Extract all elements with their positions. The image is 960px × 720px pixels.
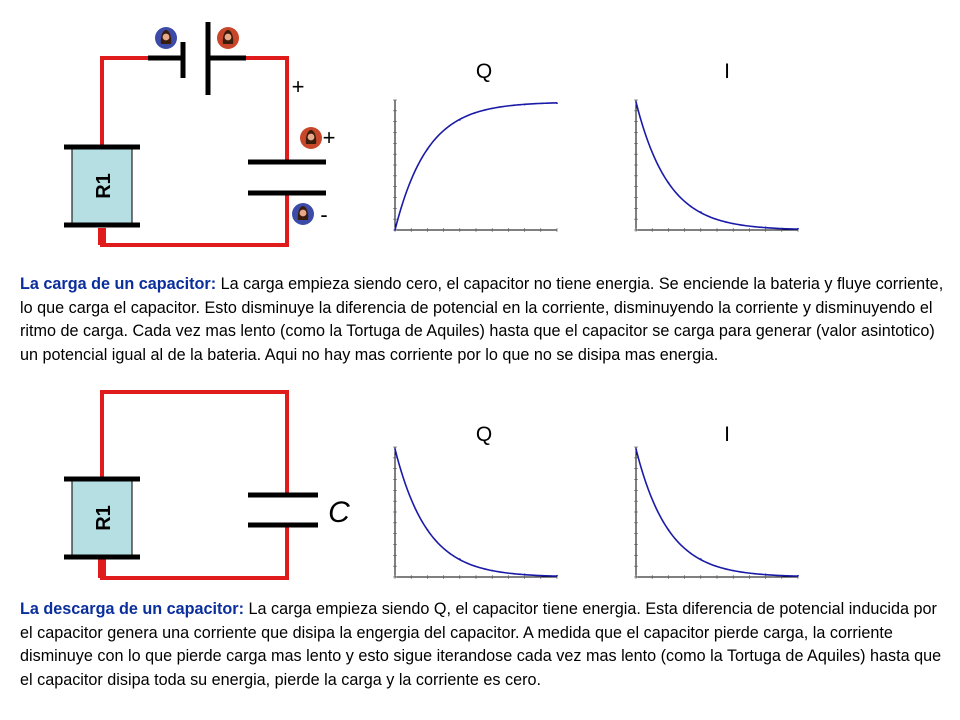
charge-carrier-icon bbox=[155, 27, 177, 49]
charge-plot-i-label: I bbox=[724, 60, 730, 83]
charge-plot-q-label: Q bbox=[475, 60, 493, 83]
data-point bbox=[797, 575, 799, 577]
data-point bbox=[668, 182, 670, 184]
charge-q-plot bbox=[393, 100, 558, 232]
charge-carrier-icon bbox=[292, 203, 314, 225]
discharge-q-plot bbox=[393, 447, 558, 579]
data-point bbox=[427, 148, 429, 150]
charge-carrier-icon bbox=[300, 127, 322, 149]
data-point bbox=[459, 558, 461, 560]
discharge-i-plot bbox=[634, 447, 799, 579]
data-point bbox=[491, 108, 493, 110]
charging-description bbox=[20, 273, 945, 367]
data-point bbox=[765, 227, 767, 229]
data-point bbox=[700, 211, 702, 213]
data-point bbox=[394, 448, 396, 450]
series-line bbox=[395, 103, 557, 230]
charging-heading: La carga de un capacitor: bbox=[20, 275, 217, 293]
capacitor-label: C bbox=[328, 496, 350, 529]
resistor bbox=[64, 147, 140, 225]
charging-body: La carga empieza siendo cero, el capacitor no tiene energia. Se enciende la bateria y fluye corriente, lo que carga el capacitor. Esto disminuye la diferencia de potencial en la corriente, disminuyendo la corriente y disminuyendo el ritmo de carga. Cada vez mas lento (como la Tortuga de Aquiles) hasta que el capacitor se carga para generar (valor asintotico) un potencial igual al de la bateria. Aqui no hay mas corriente por lo que no se disipa mas energia. bbox=[20, 275, 944, 364]
capacitor bbox=[248, 162, 326, 193]
data-point bbox=[556, 102, 558, 104]
resistor bbox=[64, 479, 140, 557]
series-line bbox=[636, 102, 798, 229]
discharging-body: La carga empieza siendo Q, el capacitor tiene energia. Esta diferencia de potencial inducida por el capacitor genera una corriente que disipa la engergia del capacitor. A medida que el capacitor pierde carga, la corriente disminuye con lo que pierde carga mas lento y esto sigue iterandose cada vez mas lento (como la Tortuga de Aquiles) hasta que el capacitor disipa toda su energia, pierde la carga y la corriente es cero. bbox=[20, 600, 942, 689]
series-line bbox=[395, 449, 557, 576]
resistor-label: R1 bbox=[93, 173, 115, 199]
capacitor-negative-sign: - bbox=[320, 202, 328, 227]
resistor-lead-marker bbox=[98, 558, 106, 578]
data-point bbox=[700, 558, 702, 560]
discharge-plot-q-label: Q bbox=[475, 423, 493, 446]
data-point bbox=[524, 104, 526, 106]
data-point bbox=[635, 101, 637, 103]
capacitor-positive-sign: + bbox=[322, 125, 336, 150]
data-point bbox=[668, 529, 670, 531]
data-point bbox=[491, 570, 493, 572]
data-point bbox=[556, 575, 558, 577]
resistor-label: R1 bbox=[93, 505, 115, 531]
charge-i-plot bbox=[634, 100, 799, 232]
discharging-heading: La descarga de un capacitor: bbox=[20, 600, 245, 618]
data-point bbox=[459, 119, 461, 121]
data-point bbox=[732, 570, 734, 572]
discharging-description bbox=[20, 598, 945, 692]
capacitor bbox=[248, 495, 318, 525]
resistor-lead-marker bbox=[98, 228, 106, 245]
data-point bbox=[765, 574, 767, 576]
data-point bbox=[427, 529, 429, 531]
data-point bbox=[797, 228, 799, 230]
data-point bbox=[524, 574, 526, 576]
discharge-plot-i-label: I bbox=[724, 423, 730, 446]
battery-positive-sign: + bbox=[291, 74, 305, 99]
series-line bbox=[636, 449, 798, 576]
charging-circuit bbox=[64, 22, 730, 245]
data-point bbox=[732, 223, 734, 225]
data-point bbox=[635, 448, 637, 450]
discharging-circuit bbox=[64, 392, 730, 578]
charge-carrier-icon bbox=[217, 27, 239, 49]
data-point bbox=[394, 229, 396, 231]
